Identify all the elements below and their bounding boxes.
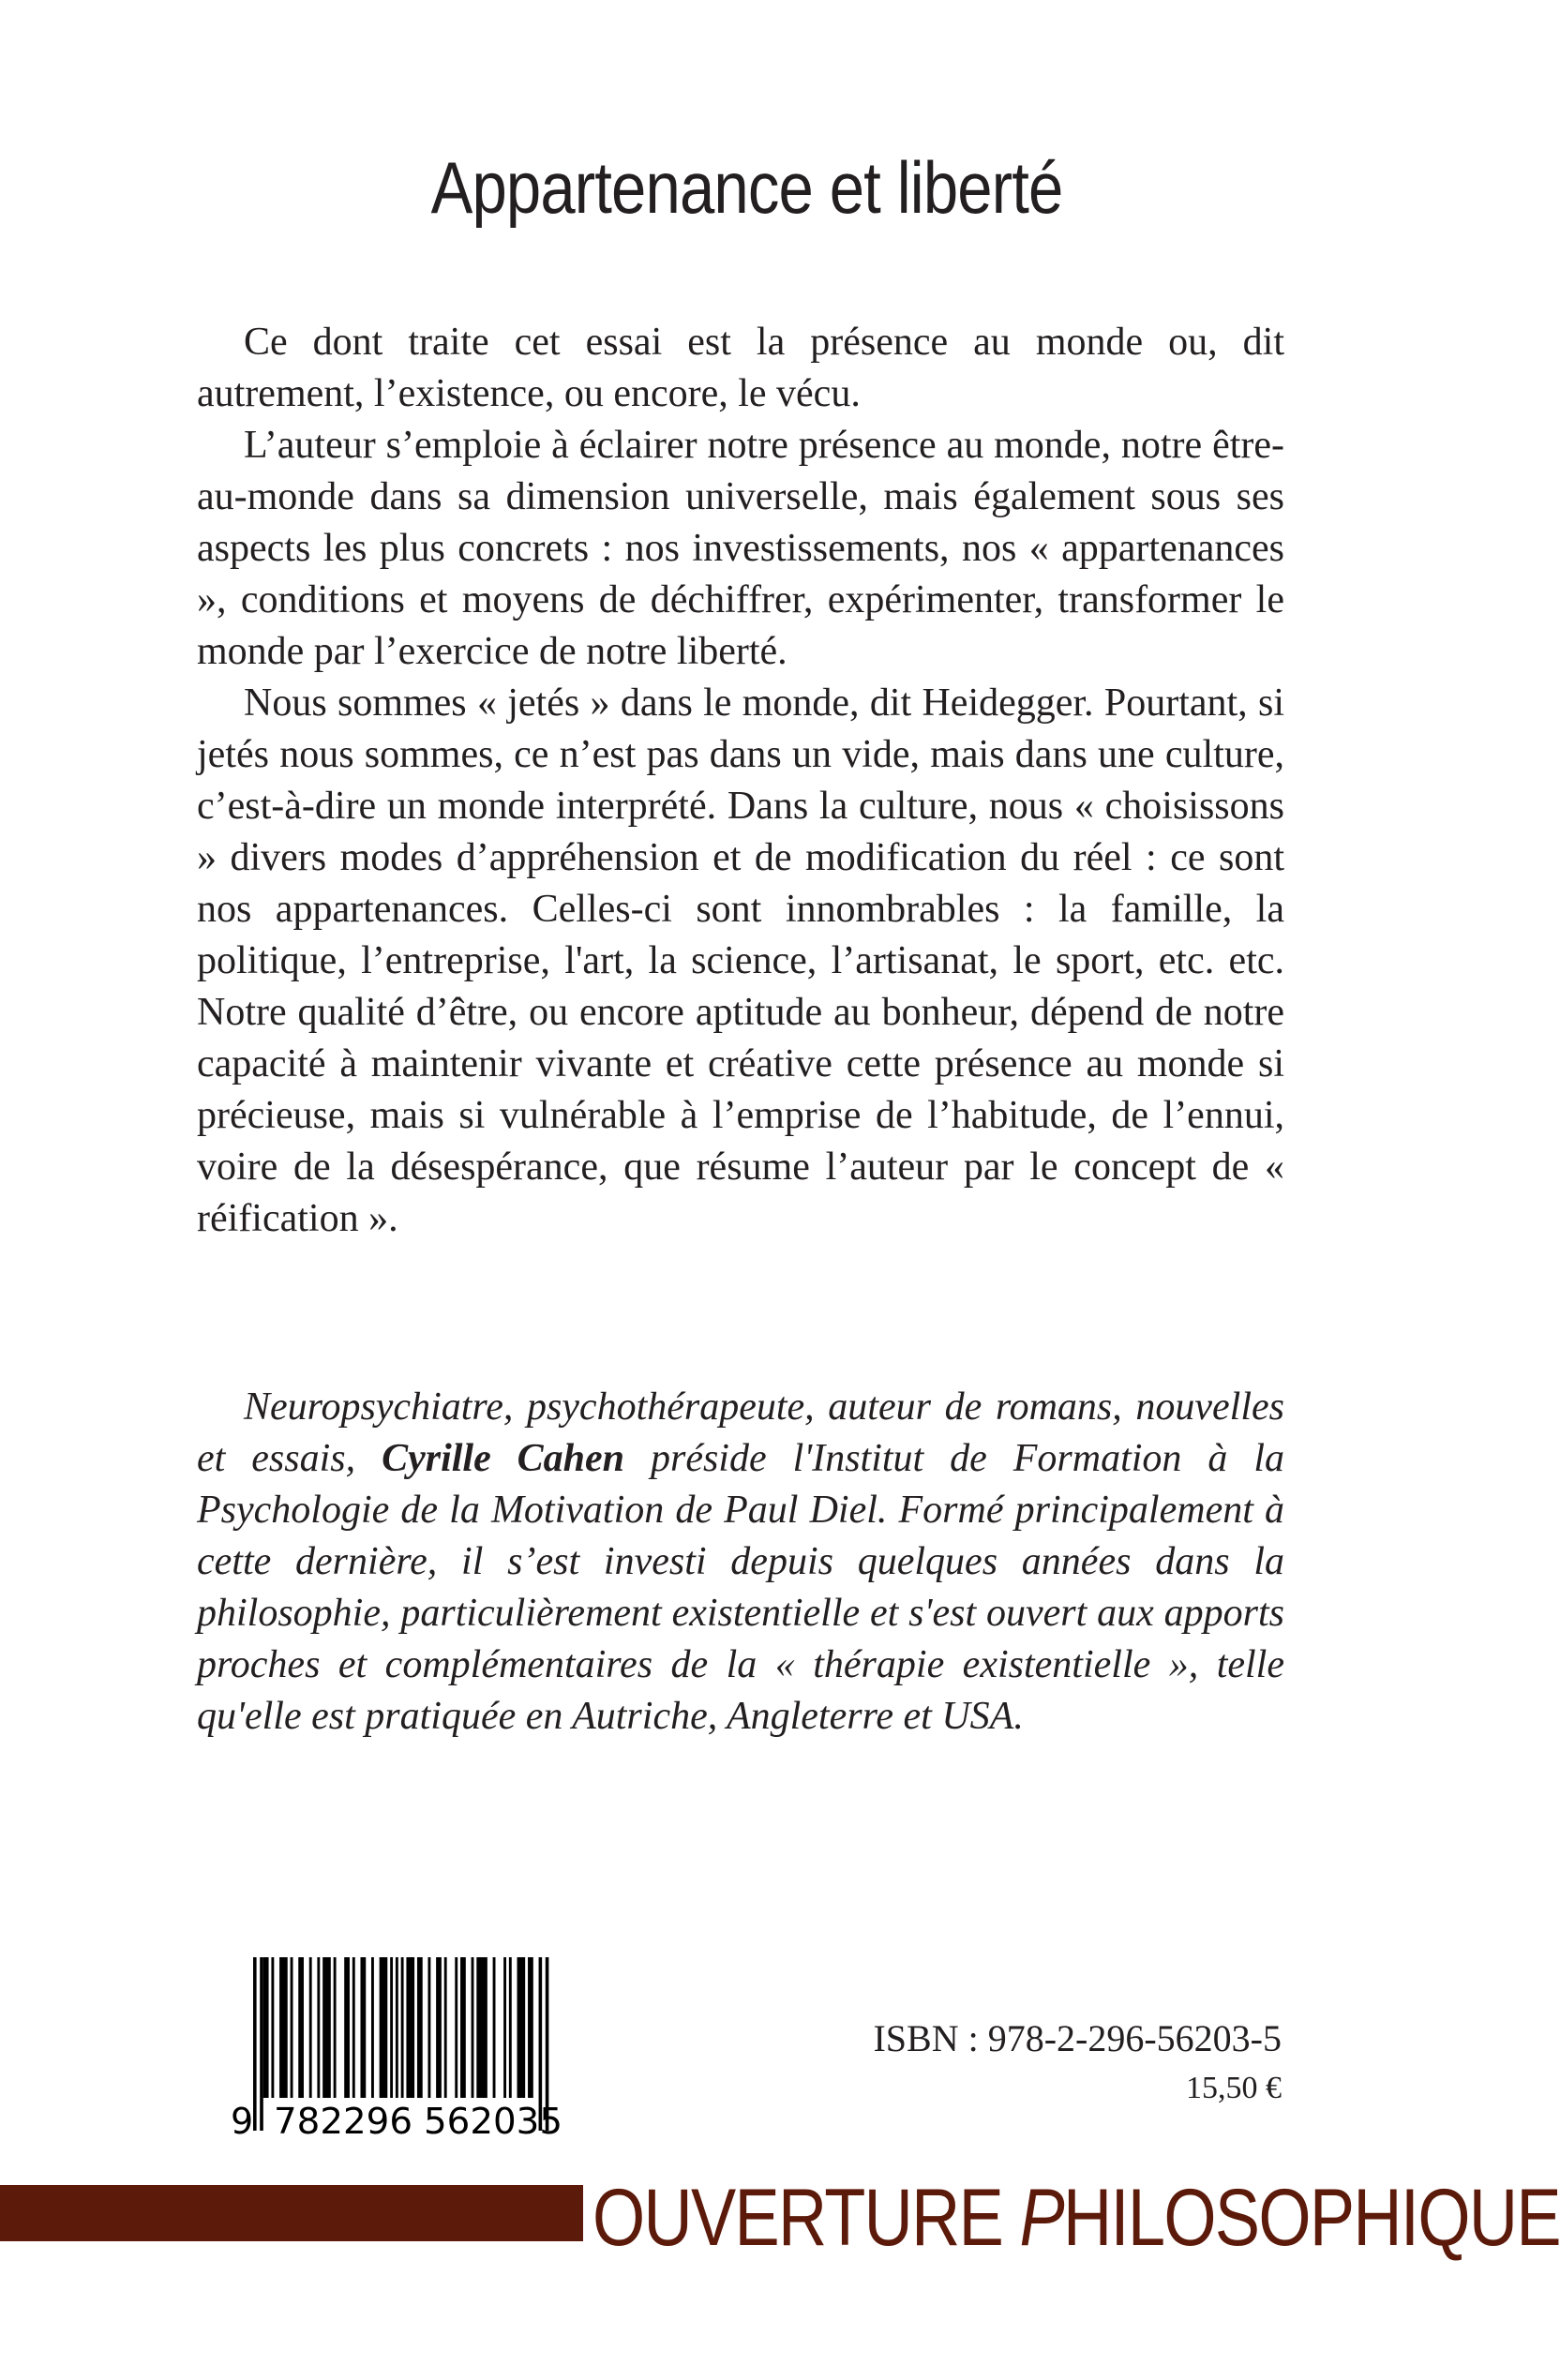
barcode-bar xyxy=(322,1957,331,2098)
collection-name-part-2: HILOSOPHIQUE xyxy=(1063,2173,1560,2263)
barcode-bar xyxy=(528,1957,533,2098)
author-name: Cyrille Cahen xyxy=(382,1437,625,1480)
author-bio-rest: préside l'Institut de Formation à la Psychologie de la Motivation de Paul Diel. Formé principalement à cette dernière, il s’est investi depuis quelques années dans la philosophie, particulièrement existentielle et s'est ouvert aux apports proches et complémentaires de la « thérapie existentielle », telle qu'elle est pratiquée en Autriche, Angleterre et USA. xyxy=(197,1437,1284,1738)
barcode-bar xyxy=(472,1957,474,2098)
synopsis-paragraph-1: Ce dont traite cet essai est la présence au monde ou, dit autrement, l’existence, ou encore, le vécu. xyxy=(197,321,1284,415)
author-bio xyxy=(197,1382,1284,1743)
barcode-bar xyxy=(309,1957,312,2098)
barcode-digits-group-2: 562035 xyxy=(424,2101,562,2142)
barcode-bar xyxy=(406,1957,414,2098)
barcode-bar xyxy=(390,1957,393,2098)
barcode-bar xyxy=(380,1957,388,2098)
barcode-bar xyxy=(263,1957,269,2098)
barcode-bar xyxy=(352,1957,355,2098)
barcode-bar xyxy=(344,1957,350,2098)
barcode-bar xyxy=(455,1957,458,2098)
synopsis xyxy=(197,317,1284,1245)
author-bio-intro: Neuropsychiatre, psychothérapeute, auteur de romans, nouvelles et essais, xyxy=(197,1385,1284,1480)
barcode-bar xyxy=(298,1957,304,2098)
isbn: ISBN : 978-2-296-56203-5 xyxy=(873,2017,1282,2059)
barcode-bar xyxy=(518,1957,526,2098)
collection-accent-bar xyxy=(0,2185,583,2241)
barcode-bar xyxy=(396,1957,398,2098)
barcode-bar xyxy=(509,1957,512,2098)
barcode-bar xyxy=(476,1957,488,2098)
barcode-guard-bar xyxy=(260,1957,263,2131)
barcode-bar xyxy=(493,1957,496,2098)
barcode-bar xyxy=(401,1957,404,2098)
synopsis-paragraph-2: L’auteur s’emploie à éclairer notre présence au monde, notre être-au-monde dans sa dimension universelle, mais également sous ses aspects les plus concrets : nos investissements, nos « appartenances », conditions et moyens de déchiffrer, expérimenter, transformer le monde par l’exercice de notre liberté. xyxy=(197,424,1284,673)
barcode-bar xyxy=(334,1957,337,2098)
book-title: Appartenance et liberté xyxy=(430,146,1063,229)
barcode-digits-group-1: 782296 xyxy=(274,2101,412,2142)
barcode-bar xyxy=(360,1957,366,2098)
barcode-bar xyxy=(271,1957,274,2098)
barcode-bar xyxy=(428,1957,430,2098)
barcode-bar xyxy=(417,1957,423,2098)
collection-name xyxy=(592,2173,1560,2263)
synopsis-paragraph-3: Nous sommes « jetés » dans le monde, dit Heidegger. Pourtant, si jetés nous sommes, ce n’est pas dans un vide, mais dans une culture, c’est-à-dire un monde interprété. Dans la culture, nous « choisissons » divers modes d’appréhension et de modification du réel : ce sont nos appartenances. Celles-ci sont innombrables : la famille, la politique, l’entreprise, l'art, la science, l’artisanat, le sport, etc. etc. Notre qualité d’être, ou encore aptitude au bonheur, dépend de notre capacité à maintenir vivante et créative cette présence au monde si précieuse, mais si vulnérable à l’emprise de l’habitude, de l’ennui, voire de la désespérance, que résume l’auteur par le concept de « réification ». xyxy=(197,681,1284,1240)
barcode xyxy=(225,1950,600,2142)
barcode-bar xyxy=(436,1957,442,2098)
price: 15,50 € xyxy=(1186,2071,1282,2105)
barcode-bar xyxy=(279,1957,288,2098)
barcode-bar xyxy=(317,1957,320,2098)
barcode-bar xyxy=(460,1957,466,2098)
barcode-bar xyxy=(291,1957,293,2098)
barcode-digit-first: 9 xyxy=(231,2101,254,2142)
barcode-bar xyxy=(503,1957,506,2098)
barcode-bar xyxy=(371,1957,374,2098)
collection-name-italic-initial: P xyxy=(1019,2173,1064,2263)
barcode-guard-bar xyxy=(253,1957,257,2131)
collection-name-part-1: OUVERTURE xyxy=(592,2173,1020,2263)
barcode-bar xyxy=(444,1957,447,2098)
